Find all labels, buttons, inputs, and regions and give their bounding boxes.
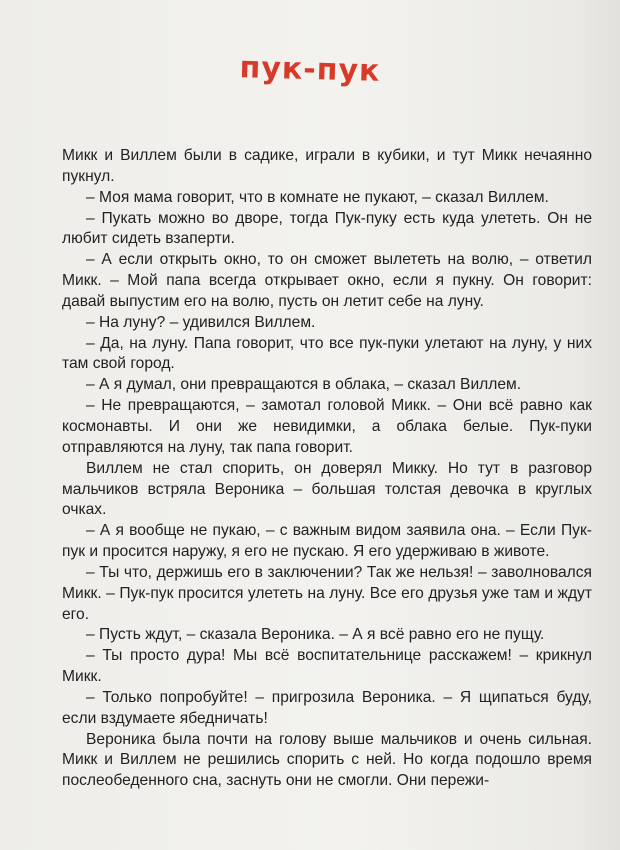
paragraph: – Пусть ждут, – сказала Вероника. – А я всё равно его не пущу.: [86, 626, 545, 644]
story-title: пук-пук: [239, 50, 381, 89]
paragraph: – Пукать можно во дворе, тогда Пук-пуку есть куда улететь. Он не любит сидеть взаперти.: [62, 209, 592, 248]
paragraph: – А я вообще не пукаю, – с важным видом заявила она. – Если Пук-пук и просится наружу, я его не пускаю. Я его удерживаю в животе.: [62, 522, 592, 561]
story-text: [62, 146, 592, 792]
paragraph: – А я думал, они превращаются в облака, – сказал Виллем.: [86, 376, 522, 394]
paragraph: – Моя мама говорит, что в комнате не пукают, – сказал Виллем.: [86, 188, 549, 206]
paragraph: – Ты просто дура! Мы всё воспитательнице расскажем! – крикнул Микк.: [62, 647, 592, 686]
paragraph: Микк и Виллем были в садике, играли в кубики, и тут Микк нечаянно пукнул.: [62, 147, 592, 185]
paragraph: Вероника была почти на голову выше мальчиков и очень сильная. Микк и Виллем не решились спорить с ней. Но когда подошло время послеобеденного сна, заснуть они не смогли. Они пережи-: [62, 730, 592, 790]
paragraph: – Не превращаются, – замотал головой Микк. – Они всё равно как космонавты. И они же невидимки, а облака белые. Пук-пуки отправляются на луну, так папа говорит.: [62, 397, 592, 456]
paragraph: – А если открыть окно, то он сможет вылететь на волю, – ответил Микк. – Мой папа всегда открывает окно, если я пукну. Он говорит: давай выпустим его на волю, пусть он летит себе на луну.: [62, 251, 592, 310]
paragraph: – Только попробуйте! – пригрозила Вероника. – Я щипаться буду, если вздумаете ябедничать!: [62, 688, 592, 727]
paragraph: Виллем не стал спорить, он доверял Микку. Но тут в разговор мальчиков встряла Вероника – большая толстая девочка в круглых очках.: [62, 459, 592, 519]
paragraph: – Да, на луну. Папа говорит, что все пук-пуки улетают на луну, у них там свой город.: [62, 334, 592, 373]
paragraph: – На луну? – удивился Виллем.: [86, 313, 316, 331]
paragraph: – Ты что, держишь его в заключении? Так же нельзя! – заволновался Микк. – Пук-пук просится улететь на луну. Все его друзья уже там и ждут его.: [62, 563, 592, 623]
